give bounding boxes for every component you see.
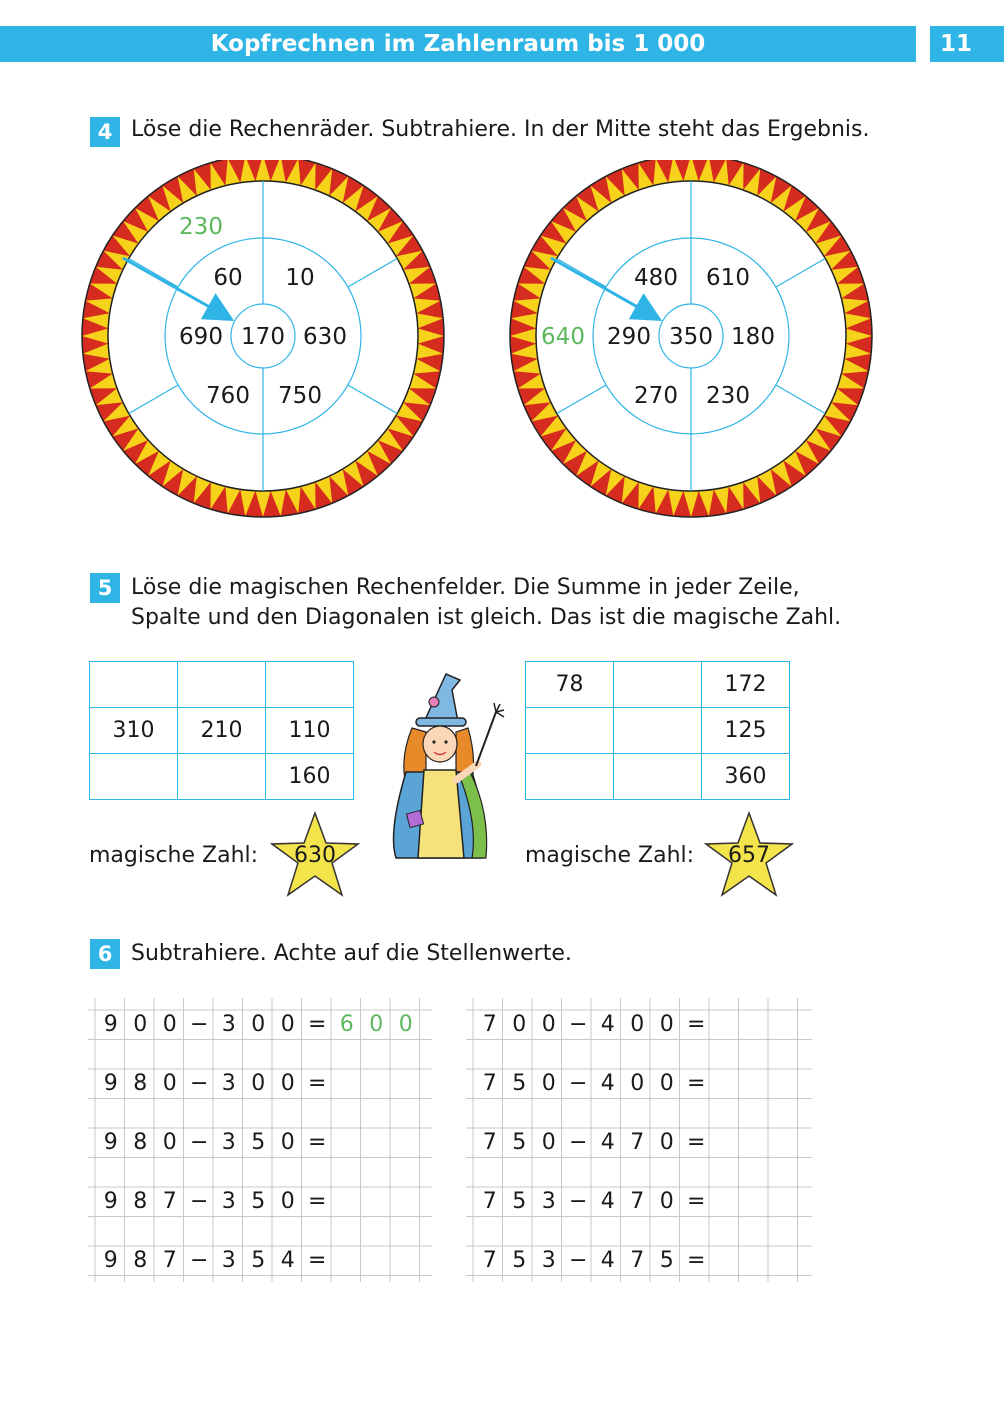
expression-char: 0 (630, 1012, 645, 1037)
magic-cell[interactable] (178, 754, 266, 800)
magic-cell[interactable]: 210 (178, 708, 266, 754)
expression-char: 0 (280, 1130, 295, 1155)
wheel-inner-value: 760 (206, 383, 250, 409)
expression-char: = (687, 1012, 706, 1037)
expression-char: = (687, 1071, 706, 1096)
expression-char: 0 (162, 1130, 177, 1155)
expression-char: 3 (221, 1189, 236, 1214)
expression-char: − (190, 1189, 209, 1214)
expression-char: = (687, 1130, 706, 1155)
magic-number-label: magische Zahl: (89, 843, 259, 868)
expression-char: 9 (103, 1071, 118, 1096)
expression-char: 0 (280, 1012, 295, 1037)
task-6-instruction: Subtrahiere. Achte auf die Stellenwerte. (131, 941, 572, 966)
calculation-wheel-2 (510, 160, 872, 517)
answer-digit[interactable]: 6 (339, 1012, 354, 1037)
expression-char: − (569, 1130, 588, 1155)
subtraction-row (96, 1010, 421, 1040)
magic-cell[interactable] (90, 754, 178, 800)
expression-char: 7 (162, 1189, 177, 1214)
expression-char: 5 (512, 1071, 527, 1096)
expression-char: 0 (251, 1071, 266, 1096)
expression-char: 9 (103, 1248, 118, 1273)
wheel-inner-value: 60 (213, 265, 243, 291)
calculation-wheels (0, 160, 1004, 520)
task-5-instruction-line-1: Löse die magischen Rechenfelder. Die Summe in jeder Zeile, (131, 575, 800, 600)
expression-char: 0 (659, 1012, 674, 1037)
magic-cell[interactable] (614, 662, 702, 708)
expression-char: − (190, 1130, 209, 1155)
expression-char: 7 (482, 1071, 497, 1096)
wheel-inner-value: 290 (607, 324, 651, 350)
answer-digit[interactable]: 0 (369, 1012, 384, 1037)
wheel-center-value: 350 (669, 324, 713, 350)
wheel-inner-value: 230 (706, 383, 750, 409)
expression-char: 3 (221, 1071, 236, 1096)
expression-char: 0 (659, 1189, 674, 1214)
wheel-inner-value: 270 (634, 383, 678, 409)
wheel-outer-value: 230 (179, 214, 223, 240)
task-6-number: 6 (90, 939, 120, 969)
expression-char: 7 (162, 1248, 177, 1273)
magic-number-value: 657 (728, 843, 770, 868)
expression-char: 3 (221, 1248, 236, 1273)
wheel-inner-value: 690 (179, 324, 223, 350)
task-4-instruction: Löse die Rechenräder. Subtrahiere. In der Mitte steht das Ergebnis. (131, 117, 870, 142)
expression-char: = (687, 1189, 706, 1214)
magic-cell[interactable]: 172 (702, 662, 790, 708)
magic-cell[interactable]: 360 (702, 754, 790, 800)
magic-number-label: magische Zahl: (525, 843, 695, 868)
expression-char: 3 (221, 1012, 236, 1037)
task-5-instruction-line-2: Spalte und den Diagonalen ist gleich. Das ist die magische Zahl. (131, 605, 842, 630)
expression-char: 4 (600, 1248, 615, 1273)
expression-char: 4 (280, 1248, 295, 1273)
expression-char: 7 (630, 1130, 645, 1155)
expression-char: 4 (600, 1012, 615, 1037)
calculation-wheel-1 (82, 160, 444, 517)
magic-cell[interactable] (178, 662, 266, 708)
wheel-inner-value: 10 (285, 265, 315, 291)
expression-char: − (190, 1012, 209, 1037)
expression-char: 5 (512, 1130, 527, 1155)
expression-char: 0 (541, 1012, 556, 1037)
answer-digit[interactable]: 0 (398, 1012, 413, 1037)
expression-char: 4 (600, 1071, 615, 1096)
task-4-number: 4 (90, 117, 120, 147)
expression-char: 9 (103, 1012, 118, 1037)
expression-char: 9 (103, 1130, 118, 1155)
wheel-outer-value: 640 (541, 324, 585, 350)
expression-char: = (308, 1248, 327, 1273)
expression-char: − (569, 1248, 588, 1273)
page-title: Kopfrechnen im Zahlenraum bis 1 000 (210, 31, 706, 57)
subtraction-row (475, 1187, 711, 1217)
expression-char: 0 (251, 1012, 266, 1037)
subtraction-row (475, 1246, 711, 1276)
expression-char: 0 (162, 1012, 177, 1037)
expression-char: 8 (133, 1189, 148, 1214)
magic-cell[interactable] (266, 662, 354, 708)
subtraction-row (96, 1187, 332, 1217)
expression-char: 4 (600, 1130, 615, 1155)
expression-char: 5 (251, 1189, 266, 1214)
magic-square-1 (89, 661, 354, 800)
magic-cell[interactable]: 160 (266, 754, 354, 800)
expression-char: 5 (512, 1248, 527, 1273)
wheel-inner-value: 630 (303, 324, 347, 350)
magic-cell[interactable] (614, 754, 702, 800)
expression-char: 0 (659, 1130, 674, 1155)
magic-cell[interactable] (526, 754, 614, 800)
expression-char: 3 (541, 1189, 556, 1214)
wheel-center-value: 170 (241, 324, 285, 350)
magic-cell[interactable] (614, 708, 702, 754)
page-number: 11 (930, 26, 1004, 62)
expression-char: = (308, 1130, 327, 1155)
wheel-inner-value: 750 (278, 383, 322, 409)
expression-char: 8 (133, 1071, 148, 1096)
wheel-inner-value: 180 (731, 324, 775, 350)
magic-cell[interactable] (526, 708, 614, 754)
subtraction-row (96, 1128, 332, 1158)
magic-cell[interactable]: 78 (526, 662, 614, 708)
expression-char: 0 (280, 1071, 295, 1096)
expression-char: 7 (482, 1012, 497, 1037)
expression-char: − (190, 1071, 209, 1096)
expression-char: 0 (630, 1071, 645, 1096)
subtraction-row (96, 1069, 332, 1099)
expression-char: 7 (482, 1248, 497, 1273)
expression-char: = (308, 1071, 327, 1096)
subtraction-row (475, 1069, 711, 1099)
subtraction-row (96, 1246, 332, 1276)
expression-char: = (687, 1248, 706, 1273)
wheel-inner-value: 480 (634, 265, 678, 291)
expression-char: 0 (659, 1071, 674, 1096)
expression-char: 7 (630, 1189, 645, 1214)
expression-char: − (190, 1248, 209, 1273)
expression-char: 0 (162, 1071, 177, 1096)
expression-char: 5 (251, 1248, 266, 1273)
expression-char: 9 (103, 1189, 118, 1214)
subtraction-row (475, 1010, 711, 1040)
expression-char: 7 (630, 1248, 645, 1273)
magic-number-value: 630 (294, 843, 336, 868)
task-5-number: 5 (90, 573, 120, 603)
expression-char: 3 (221, 1130, 236, 1155)
expression-char: − (569, 1189, 588, 1214)
expression-char: 8 (133, 1248, 148, 1273)
expression-char: 5 (512, 1189, 527, 1214)
expression-char: 0 (133, 1012, 148, 1037)
expression-char: 0 (512, 1012, 527, 1037)
wheel-inner-value: 610 (706, 265, 750, 291)
expression-char: 0 (541, 1130, 556, 1155)
magic-cell[interactable] (90, 662, 178, 708)
subtraction-row (475, 1128, 711, 1158)
expression-char: 5 (251, 1130, 266, 1155)
expression-char: − (569, 1012, 588, 1037)
expression-char: 0 (280, 1189, 295, 1214)
expression-char: 0 (541, 1071, 556, 1096)
expression-char: 8 (133, 1130, 148, 1155)
expression-char: 3 (541, 1248, 556, 1273)
expression-char: 7 (482, 1130, 497, 1155)
magic-cell[interactable]: 110 (266, 708, 354, 754)
expression-char: 4 (600, 1189, 615, 1214)
expression-char: = (308, 1012, 327, 1037)
expression-char: 7 (482, 1189, 497, 1214)
expression-char: = (308, 1189, 327, 1214)
expression-char: − (569, 1071, 588, 1096)
header-bar (0, 26, 916, 62)
magic-square-2 (525, 661, 790, 800)
magic-cell[interactable]: 310 (90, 708, 178, 754)
magic-cell[interactable]: 125 (702, 708, 790, 754)
wizard-illustration (378, 672, 508, 872)
expression-char: 5 (659, 1248, 674, 1273)
